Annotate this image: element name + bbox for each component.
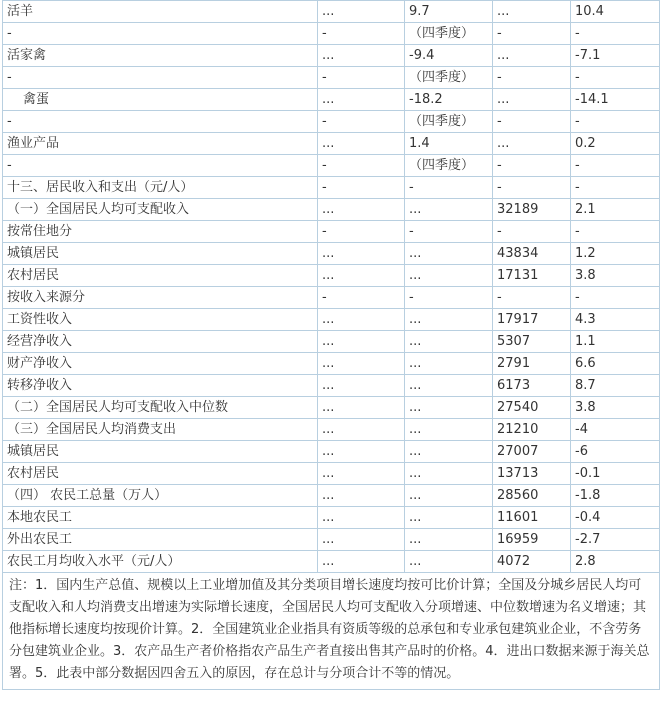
value-cell-c2: ...	[318, 353, 405, 375]
table-row	[3, 265, 660, 287]
table-row	[3, 221, 660, 243]
row-label-cell: 农村居民	[3, 265, 318, 287]
value-cell-c3: ...	[405, 463, 493, 485]
row-label-cell: 财产净收入	[3, 353, 318, 375]
value-cell-c4: -	[493, 155, 571, 177]
value-cell-c2: ...	[318, 551, 405, 573]
value-cell-c3: ...	[405, 265, 493, 287]
table-row	[3, 353, 660, 375]
table-row	[3, 177, 660, 199]
value-cell-c3: 1.4	[405, 133, 493, 155]
row-label-cell: 工资性收入	[3, 309, 318, 331]
value-cell-c5: 0.2	[571, 133, 660, 155]
value-cell-c3: （四季度）	[405, 111, 493, 133]
statistics-table	[2, 0, 660, 690]
value-cell-c4: 17131	[493, 265, 571, 287]
table-row	[3, 243, 660, 265]
value-cell-c5: -1.8	[571, 485, 660, 507]
value-cell-c3: ...	[405, 419, 493, 441]
value-cell-c3: -	[405, 177, 493, 199]
value-cell-c3: （四季度）	[405, 155, 493, 177]
row-label-cell: 本地农民工	[3, 507, 318, 529]
value-cell-c2: ...	[318, 133, 405, 155]
value-cell-c3: ...	[405, 529, 493, 551]
value-cell-c5: 1.2	[571, 243, 660, 265]
table-row	[3, 45, 660, 67]
row-label-cell: 活羊	[3, 1, 318, 23]
value-cell-c2: -	[318, 111, 405, 133]
value-cell-c3: ...	[405, 199, 493, 221]
value-cell-c4: 11601	[493, 507, 571, 529]
value-cell-c2: ...	[318, 199, 405, 221]
value-cell-c2: -	[318, 23, 405, 45]
row-label-cell: 渔业产品	[3, 133, 318, 155]
value-cell-c3: ...	[405, 331, 493, 353]
value-cell-c3: ...	[405, 353, 493, 375]
row-label-cell: 城镇居民	[3, 441, 318, 463]
table-row	[3, 23, 660, 45]
row-label-cell: 转移净收入	[3, 375, 318, 397]
value-cell-c2: ...	[318, 397, 405, 419]
value-cell-c4: ...	[493, 89, 571, 111]
value-cell-c2: -	[318, 67, 405, 89]
table-row	[3, 331, 660, 353]
table-row	[3, 309, 660, 331]
value-cell-c5: -2.7	[571, 529, 660, 551]
value-cell-c2: ...	[318, 331, 405, 353]
value-cell-c2: ...	[318, 243, 405, 265]
table-row	[3, 1, 660, 23]
table-row	[3, 463, 660, 485]
row-label-cell: 外出农民工	[3, 529, 318, 551]
value-cell-c2: ...	[318, 441, 405, 463]
value-cell-c2: ...	[318, 485, 405, 507]
table-body	[3, 1, 660, 573]
row-label-cell: 城镇居民	[3, 243, 318, 265]
table-row	[3, 111, 660, 133]
value-cell-c5: 10.4	[571, 1, 660, 23]
value-cell-c4: 21210	[493, 419, 571, 441]
value-cell-c5: -	[571, 221, 660, 243]
value-cell-c5: 8.7	[571, 375, 660, 397]
value-cell-c2: ...	[318, 1, 405, 23]
value-cell-c2: ...	[318, 419, 405, 441]
value-cell-c5: 2.1	[571, 199, 660, 221]
value-cell-c5: 3.8	[571, 397, 660, 419]
row-label-cell: 禽蛋	[3, 89, 318, 111]
value-cell-c2: ...	[318, 89, 405, 111]
value-cell-c4: 28560	[493, 485, 571, 507]
row-label-cell: （四） 农民工总量（万人）	[3, 485, 318, 507]
row-label-cell: -	[3, 23, 318, 45]
value-cell-c2: ...	[318, 265, 405, 287]
value-cell-c3: 9.7	[405, 1, 493, 23]
value-cell-c5: 1.1	[571, 331, 660, 353]
footnote: 注：1．国内生产总值、规模以上工业增加值及其分类项目增长速度均按可比价计算；全国及分城乡居民人均可支配收入和人均消费支出增速为实际增长速度，全国居民人均可支配收入分项增速、中位数增速为名义增速；其他指标增长速度均按现价计算。2．全国建筑业企业指具有资质等级的总承包和专业承包建筑业企业，不含劳务分包建筑业企业。3．农产品生产者价格指农产品生产者直接出售其产品时的价格。4．进出口数据来源于海关总署。5．此表中部分数据因四舍五入的原因，存在总计与分项合计不等的情况。	[3, 573, 660, 690]
table-row	[3, 441, 660, 463]
value-cell-c4: 5307	[493, 331, 571, 353]
table-row	[3, 375, 660, 397]
value-cell-c2: ...	[318, 463, 405, 485]
row-label-cell: （三）全国居民人均消费支出	[3, 419, 318, 441]
table-row	[3, 287, 660, 309]
table-row	[3, 551, 660, 573]
value-cell-c3: -18.2	[405, 89, 493, 111]
table-row	[3, 155, 660, 177]
value-cell-c5: -	[571, 23, 660, 45]
table-row	[3, 419, 660, 441]
value-cell-c4: 4072	[493, 551, 571, 573]
value-cell-c2: ...	[318, 309, 405, 331]
value-cell-c5: -4	[571, 419, 660, 441]
value-cell-c4: 43834	[493, 243, 571, 265]
value-cell-c5: 6.6	[571, 353, 660, 375]
value-cell-c4: 27540	[493, 397, 571, 419]
row-label-cell: -	[3, 111, 318, 133]
row-label-cell: 按常住地分	[3, 221, 318, 243]
footnote-row	[3, 573, 660, 690]
value-cell-c2: ...	[318, 375, 405, 397]
value-cell-c4: ...	[493, 133, 571, 155]
table-row	[3, 485, 660, 507]
value-cell-c3: ...	[405, 485, 493, 507]
table-row	[3, 507, 660, 529]
table-row	[3, 199, 660, 221]
value-cell-c4: 27007	[493, 441, 571, 463]
value-cell-c2: ...	[318, 529, 405, 551]
value-cell-c3: ...	[405, 375, 493, 397]
value-cell-c5: -	[571, 177, 660, 199]
value-cell-c4: 32189	[493, 199, 571, 221]
table-row	[3, 67, 660, 89]
row-label-cell: 十三、居民收入和支出（元/人）	[3, 177, 318, 199]
value-cell-c5: -	[571, 287, 660, 309]
value-cell-c5: -	[571, 67, 660, 89]
value-cell-c4: 16959	[493, 529, 571, 551]
table-row	[3, 133, 660, 155]
value-cell-c5: 2.8	[571, 551, 660, 573]
value-cell-c5: 4.3	[571, 309, 660, 331]
value-cell-c2: -	[318, 221, 405, 243]
table-row	[3, 529, 660, 551]
value-cell-c5: -0.1	[571, 463, 660, 485]
value-cell-c4: 6173	[493, 375, 571, 397]
value-cell-c2: -	[318, 155, 405, 177]
value-cell-c5: -0.4	[571, 507, 660, 529]
value-cell-c4: ...	[493, 1, 571, 23]
value-cell-c2: ...	[318, 507, 405, 529]
row-label-cell: -	[3, 67, 318, 89]
value-cell-c4: -	[493, 221, 571, 243]
value-cell-c4: -	[493, 23, 571, 45]
value-cell-c3: ...	[405, 243, 493, 265]
row-label-cell: -	[3, 155, 318, 177]
row-label-cell: 农民工月均收入水平（元/人）	[3, 551, 318, 573]
value-cell-c3: （四季度）	[405, 67, 493, 89]
value-cell-c4: -	[493, 67, 571, 89]
value-cell-c3: ...	[405, 397, 493, 419]
value-cell-c2: -	[318, 177, 405, 199]
value-cell-c5: -14.1	[571, 89, 660, 111]
value-cell-c5: -7.1	[571, 45, 660, 67]
value-cell-c3: ...	[405, 309, 493, 331]
row-label-cell: 农村居民	[3, 463, 318, 485]
value-cell-c3: -	[405, 221, 493, 243]
value-cell-c2: ...	[318, 45, 405, 67]
row-label-cell: （二）全国居民人均可支配收入中位数	[3, 397, 318, 419]
value-cell-c3: -	[405, 287, 493, 309]
value-cell-c3: （四季度）	[405, 23, 493, 45]
value-cell-c3: ...	[405, 507, 493, 529]
value-cell-c3: ...	[405, 551, 493, 573]
value-cell-c3: -9.4	[405, 45, 493, 67]
value-cell-c4: 2791	[493, 353, 571, 375]
value-cell-c4: -	[493, 287, 571, 309]
value-cell-c3: ...	[405, 441, 493, 463]
value-cell-c4: 13713	[493, 463, 571, 485]
value-cell-c4: -	[493, 177, 571, 199]
table-row	[3, 89, 660, 111]
value-cell-c5: -6	[571, 441, 660, 463]
value-cell-c4: -	[493, 111, 571, 133]
value-cell-c4: ...	[493, 45, 571, 67]
value-cell-c2: -	[318, 287, 405, 309]
value-cell-c5: 3.8	[571, 265, 660, 287]
row-label-cell: （一）全国居民人均可支配收入	[3, 199, 318, 221]
row-label-cell: 经营净收入	[3, 331, 318, 353]
value-cell-c5: -	[571, 155, 660, 177]
value-cell-c5: -	[571, 111, 660, 133]
row-label-cell: 活家禽	[3, 45, 318, 67]
row-label-cell: 按收入来源分	[3, 287, 318, 309]
table-row	[3, 397, 660, 419]
value-cell-c4: 17917	[493, 309, 571, 331]
